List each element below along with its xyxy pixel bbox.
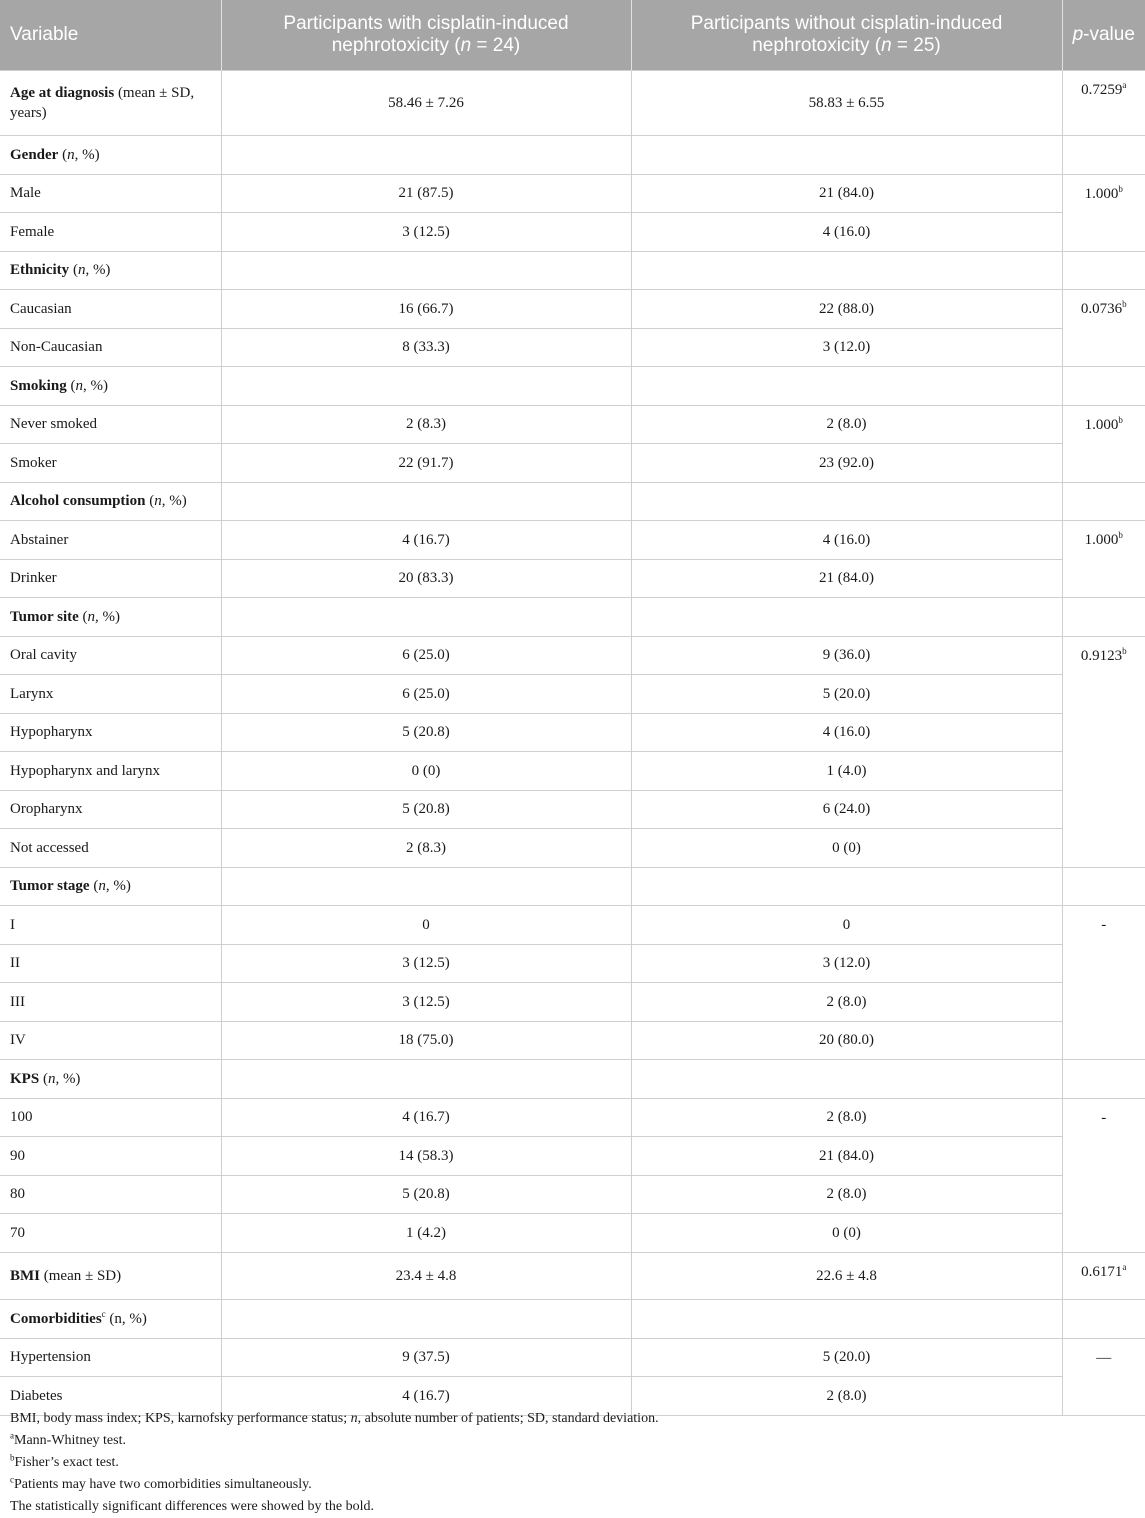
cell-with: 3 (12.5) [221,213,631,252]
row-label: Larynx [0,675,221,714]
table-row [0,328,1145,367]
row-label: Oropharynx [0,790,221,829]
cell-p-value: — [1062,1338,1145,1415]
table-row [0,1137,1145,1176]
table-row [0,559,1145,598]
row-label: Diabetes [0,1377,221,1416]
cell-with: 23.4 ± 4.8 [221,1252,631,1300]
row-label: BMI (mean ± SD) [0,1252,221,1300]
cell-without: 1 (4.0) [631,752,1062,791]
cell-without: 0 [631,906,1062,945]
row-label: Oral cavity [0,636,221,675]
row-label: Hypertension [0,1338,221,1377]
table-row-section-comorbidities [0,1300,1145,1339]
table-row-section-gender [0,136,1145,175]
cell-with: 20 (83.3) [221,559,631,598]
row-label: 70 [0,1214,221,1253]
cell-without: 9 (36.0) [631,636,1062,675]
row-label: Age at diagnosis (mean ± SD, years) [0,71,221,136]
table-row [0,983,1145,1022]
cell-without: 2 (8.0) [631,405,1062,444]
row-label: Smoker [0,444,221,483]
cell-with: 58.46 ± 7.26 [221,71,631,136]
table-row-section-tumor-site [0,598,1145,637]
cell-without: 21 (84.0) [631,1137,1062,1176]
cell-with: 4 (16.7) [221,1098,631,1137]
section-label: KPS (n, %) [0,1060,221,1099]
section-label: Alcohol consumption (n, %) [0,482,221,521]
cell-without: 22.6 ± 4.8 [631,1252,1062,1300]
cell-without: 2 (8.0) [631,1377,1062,1416]
cell-p-value: - [1062,1098,1145,1252]
table-row-age [0,71,1145,136]
cell-p-value: 0.6171$^a$ [1062,1252,1145,1300]
table-row [0,636,1145,675]
footnote-a: $^a$Mann-Whitney test. [10,1430,126,1448]
table-row [0,290,1145,329]
table-row [0,405,1145,444]
table-row [0,752,1145,791]
footnote-bold-note: The statistically significant differences were showed by the bold. [10,1499,375,1514]
row-label: Drinker [0,559,221,598]
cell-with: 5 (20.8) [221,713,631,752]
header-p-value: p-value [1062,0,1145,71]
cell-without: 2 (8.0) [631,983,1062,1022]
cell-with: 1 (4.2) [221,1214,631,1253]
cell-with: 21 (87.5) [221,174,631,213]
row-label: Male [0,174,221,213]
cell-with: 2 (8.3) [221,829,631,868]
table-row [0,944,1145,983]
header-with-nephrotoxicity: Participants with cisplatin-induced nephrotoxicity (n = 24) [221,0,631,71]
cell-with: 3 (12.5) [221,983,631,1022]
table-row-section-smoking [0,367,1145,406]
table-header-row [0,0,1145,71]
cell-p-value: 0.7259$^a$ [1062,71,1145,136]
header-variable: Variable [0,0,221,71]
cell-p-value: 0.0736$^b$ [1062,290,1145,367]
cell-without: 2 (8.0) [631,1175,1062,1214]
row-label: Female [0,213,221,252]
table-row [0,675,1145,714]
row-label: Caucasian [0,290,221,329]
footnote-c: $^c$Patients may have two comorbidities simultaneously. [10,1474,312,1492]
table-row [0,1175,1145,1214]
header-without-nephrotoxicity: Participants without cisplatin-induced nephrotoxicity (n = 25) [631,0,1062,71]
cell-with: 4 (16.7) [221,1377,631,1416]
table-row [0,1021,1145,1060]
table-row [0,906,1145,945]
cell-without: 4 (16.0) [631,521,1062,560]
cell-without: 0 (0) [631,829,1062,868]
cell-with: 2 (8.3) [221,405,631,444]
cell-without: 2 (8.0) [631,1098,1062,1137]
cell-without: 20 (80.0) [631,1021,1062,1060]
cell-without: 4 (16.0) [631,713,1062,752]
cell-without: 58.83 ± 6.55 [631,71,1062,136]
table-row-section-ethnicity [0,251,1145,290]
section-label: Gender (n, %) [0,136,221,175]
row-label: 80 [0,1175,221,1214]
cell-with: 6 (25.0) [221,675,631,714]
table-row-section-alcohol [0,482,1145,521]
row-label: Hypopharynx and larynx [0,752,221,791]
cell-with: 6 (25.0) [221,636,631,675]
cell-without: 21 (84.0) [631,174,1062,213]
section-label: Ethnicity (n, %) [0,251,221,290]
table-row [0,1338,1145,1377]
footnote-abbreviations: BMI, body mass index; KPS, karnofsky performance status; n, absolute number of patients; SD, standard deviation. [10,1411,659,1426]
cell-without: 3 (12.0) [631,944,1062,983]
cell-without: 6 (24.0) [631,790,1062,829]
section-label: Comorbidities$^c$ (n, %) [0,1300,221,1339]
row-label: II [0,944,221,983]
row-label: IV [0,1021,221,1060]
footnote-b: $^b$Fisher’s exact test. [10,1452,119,1470]
cell-without: 23 (92.0) [631,444,1062,483]
cell-with: 5 (20.8) [221,1175,631,1214]
table-row-section-kps [0,1060,1145,1099]
table-row [0,713,1145,752]
table-footnotes [10,1408,1130,1518]
cell-with: 8 (33.3) [221,328,631,367]
table-row [0,790,1145,829]
cell-with: 18 (75.0) [221,1021,631,1060]
table-row [0,1098,1145,1137]
cell-with: 5 (20.8) [221,790,631,829]
table-row [0,521,1145,560]
cell-with: 0 [221,906,631,945]
table-row [0,213,1145,252]
cell-p-value: 0.9123$^b$ [1062,636,1145,867]
cell-without: 5 (20.0) [631,675,1062,714]
row-label: III [0,983,221,1022]
cell-with: 0 (0) [221,752,631,791]
cell-with: 16 (66.7) [221,290,631,329]
cell-without: 21 (84.0) [631,559,1062,598]
row-label: Hypopharynx [0,713,221,752]
table-row [0,174,1145,213]
row-label: Abstainer [0,521,221,560]
cell-with: 14 (58.3) [221,1137,631,1176]
cell-without: 22 (88.0) [631,290,1062,329]
cell-without: 0 (0) [631,1214,1062,1253]
row-label: Never smoked [0,405,221,444]
cell-with: 4 (16.7) [221,521,631,560]
cell-without: 3 (12.0) [631,328,1062,367]
table-row-bmi [0,1252,1145,1300]
row-label: Not accessed [0,829,221,868]
cell-with: 9 (37.5) [221,1338,631,1377]
cell-p-value: - [1062,906,1145,1060]
table-row [0,444,1145,483]
section-label: Smoking (n, %) [0,367,221,406]
section-label: Tumor site (n, %) [0,598,221,637]
cell-without: 4 (16.0) [631,213,1062,252]
cell-without: 5 (20.0) [631,1338,1062,1377]
cell-with: 22 (91.7) [221,444,631,483]
cell-p-value: 1.000$^b$ [1062,174,1145,251]
table-row [0,1214,1145,1253]
table-row [0,829,1145,868]
cell-with: 3 (12.5) [221,944,631,983]
section-label: Tumor stage (n, %) [0,867,221,906]
table-row-section-tumor-stage [0,867,1145,906]
cell-p-value: 1.000$^b$ [1062,521,1145,598]
row-label: 90 [0,1137,221,1176]
row-label: I [0,906,221,945]
row-label: Non-Caucasian [0,328,221,367]
row-label: 100 [0,1098,221,1137]
cell-p-value: 1.000$^b$ [1062,405,1145,482]
